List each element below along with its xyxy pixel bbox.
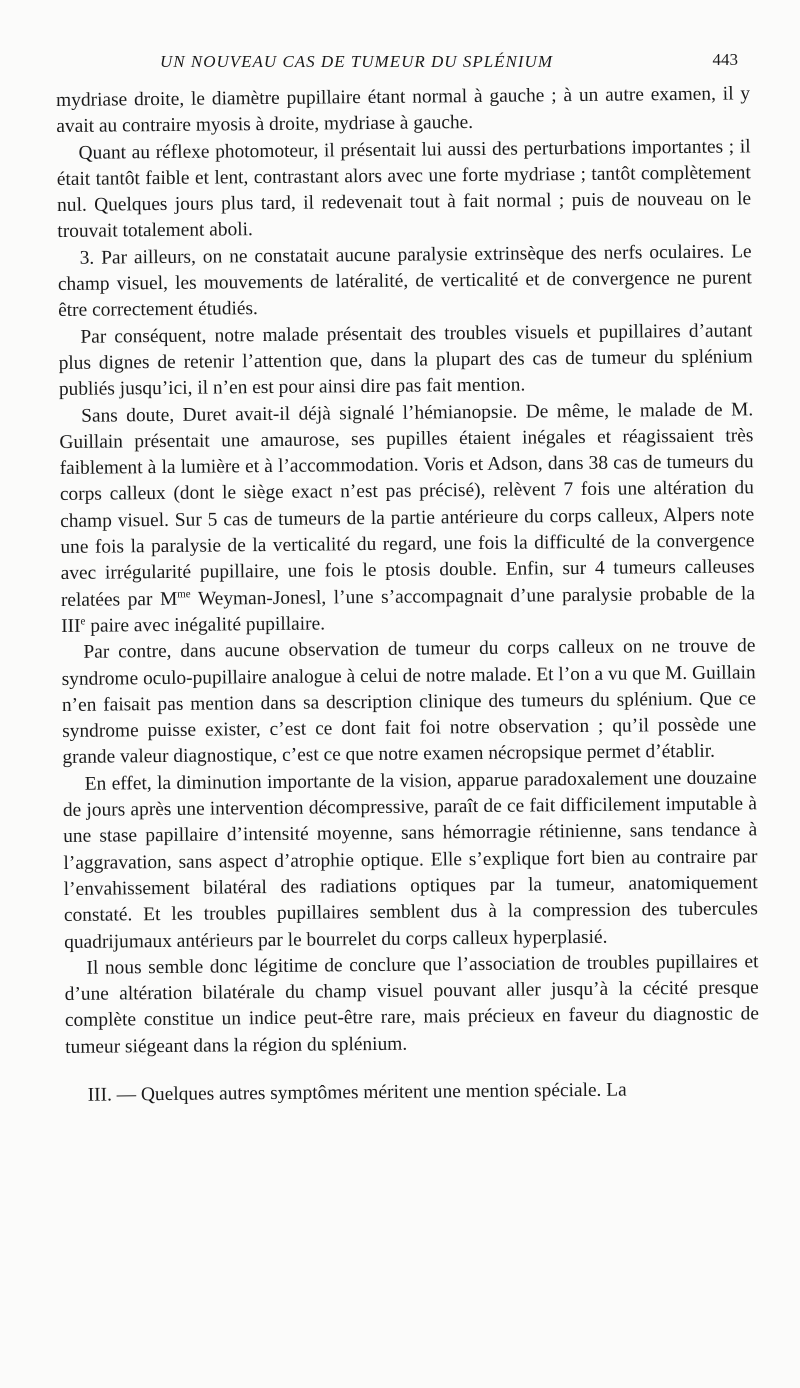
- paragraph-4: Par conséquent, notre malade présentait des troubles visuels et pupillaires d’autant plus dignes de retenir l’attention que, dans la plupart des cas de tumeur du splénium publiés jusqu’ici, il n’en est pour ainsi dire pas fait mention.: [58, 319, 753, 401]
- paragraph-7: En effet, la diminution importante de la vision, apparue paradoxalement une douzaine de jours après une intervention décompressive, paraît de ce fait difficilement imputable à une stase papillaire d’intensité moyenne, sans hémorragie rétinienne, sans tendance à l’aggravation, sans aspect d’atrophie optique. Elle s’explique fort bien au contraire par l’envahissement bilatéral des radiations optiques par la tumeur, anatomiquement constaté. Et les troubles pupillaires semblent dus à la compression des tubercules quadrijumaux antérieurs par le bourrelet du corps calleux hyperplasié.: [62, 767, 759, 953]
- section-heading-paragraph: III. — Quelques autres symptômes méritent une mention spéciale. La: [87, 1079, 627, 1106]
- running-title: UN NOUVEAU CAS DE TUMEUR DU SPLÉNIUM: [160, 52, 553, 71]
- paragraph-3: 3. Par ailleurs, on ne constatait aucune paralysie extrinsèque des nerfs oculaires. Le champ visuel, les mouvements de latéralité, de verticalité et de convergence ne purent être correctement étudiés.: [57, 241, 752, 322]
- paragraph-5-part-a: Sans doute, Duret avait-il déjà signalé l’hémianopsie. De même, le malade de M. Guillain présentait une amaurose, ses pupilles étaient inégales et réagissaient très faiblement à la lumière et à l’accommodation. Voris et Adson, dans 38 cas de tumeurs du corps calleux (dont le siège exact n’est pas précisé), relèvent 7 fois une altération du champ visuel. Sur 5 cas de tumeurs de la partie antérieure du corps calleux, Alpers note une fois la paralysie de la verticalité du regard, une fois la difficulté de la convergence avec irrégularité pupillaire, une fois le ptosis double. Enfin, sur 4 tumeurs calleuses relatées par M: [59, 398, 755, 611]
- paragraph-5: [59, 397, 755, 640]
- paragraph-6: Par contre, dans aucune observation de tumeur du corps calleux on ne trouve de syndrome oculo-pupillaire analogue à celui de notre malade. Et l’on a vu que M. Guillain n’en faisait pas mention dans sa description clinique des tumeurs du splénium. Que ce syndrome puisse exister, c’est ce dont fait foi notre observation ; qu’il possède une grande valeur diagnostique, c’est ce que notre examen nécropsique permet d’établir.: [61, 635, 757, 769]
- paragraph-2: Quant au réflexe photomoteur, il présentait lui aussi des perturbations importantes ; il était tantôt faible et lent, contrastant alors avec une forte mydriase ; tantôt complètement nul. Quelques jours plus tard, il redevenait tout à fait normal ; puis de nouveau on le trouvait totalement aboli.: [56, 135, 752, 243]
- paragraph-8: Il nous semble donc légitime de conclure que l’association de troubles pupillaires et d’une altération bilatérale du champ visuel pouvant aller jusqu’à la cécité presque complète constitue un indice peut-être rare, mais précieux en faveur du diagnostic de tumeur siégeant dans la région du splénium.: [64, 951, 760, 1058]
- paragraph-5-part-c: paire avec inégalité pupillaire.: [85, 613, 326, 637]
- superscript-me: me: [177, 587, 191, 601]
- page-number: 443: [712, 50, 738, 69]
- paragraph-5-part-b: Weyman-Jonesl, l’une s’accompagnait d’une paralysie probable de la III: [61, 582, 755, 637]
- superscript-e: e: [80, 615, 86, 628]
- paragraph-1: mydriase droite, le diamètre pupillaire étant normal à gauche ; à un autre examen, il y avait au contraire myosis à droite, mydriase à gauche.: [56, 83, 751, 138]
- page-header: [60, 50, 750, 80]
- body-text: [56, 81, 760, 1109]
